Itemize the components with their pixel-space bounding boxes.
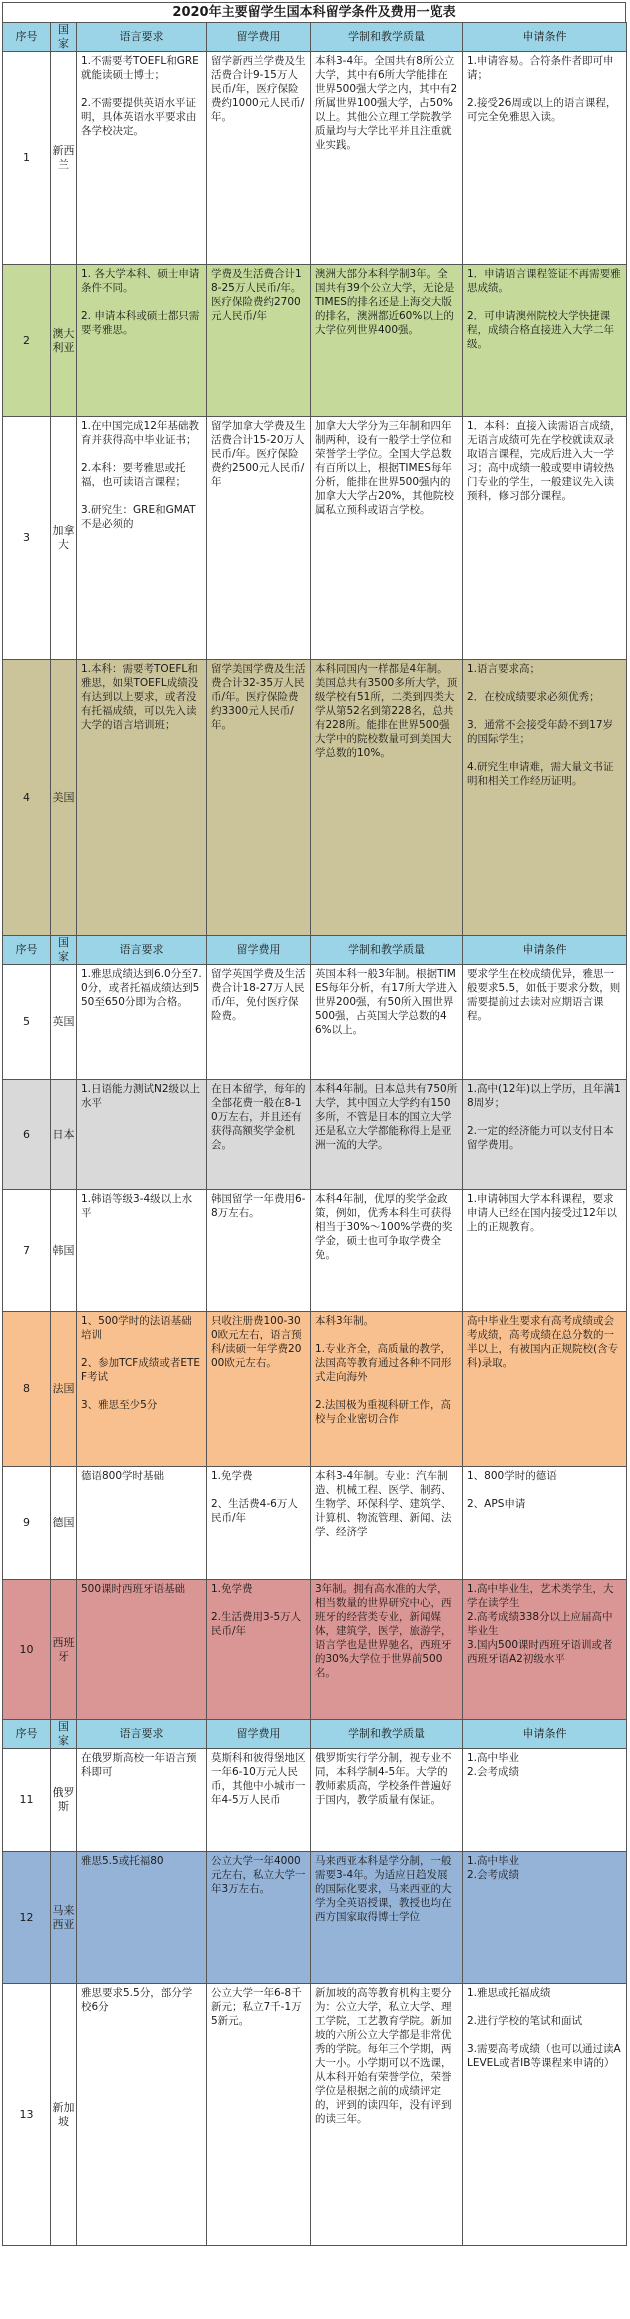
apply-condition-text: 1.语言要求高； 2．在校成绩要求必须优秀； 3．通常不会接受年龄不到17岁的国际学生； 4.研究生申请难，需大量文书证明和相关工作经历证明。 [467, 663, 614, 787]
fee-cell [207, 265, 311, 417]
header-row [3, 936, 627, 965]
language-requirement-text: 雅思要求5.5分，部分学校6分 [81, 1987, 193, 2013]
language-requirement-cell [77, 1984, 207, 2246]
fee-text: 留学英国学费及生活费合计18-27万人民币/年，免付医疗保险费。 [211, 968, 306, 1022]
table-row [3, 1749, 627, 1852]
quality-cell [311, 1580, 463, 1720]
country-name: 加拿大 [51, 417, 77, 660]
row-index: 10 [3, 1580, 51, 1720]
table-row [3, 1312, 627, 1467]
fee-text: 学费及生活费合计18-25万人民币/年。医疗保险费约2700元人民币/年 [211, 268, 302, 322]
header-fee: 留学费用 [207, 1720, 311, 1749]
table-row [3, 1080, 627, 1190]
row-index: 11 [3, 1749, 51, 1852]
language-requirement-cell [77, 265, 207, 417]
quality-cell [311, 660, 463, 936]
language-requirement-cell [77, 1190, 207, 1312]
apply-condition-cell [463, 265, 627, 417]
fee-text: 留学加拿大学费及生活费合计15-20万人民币/年。医疗保险费约2500元人民币/年 [211, 420, 306, 488]
apply-condition-cell [463, 1190, 627, 1312]
row-index: 9 [3, 1467, 51, 1580]
language-requirement-text: 1.日语能力测试N2级以上水平 [81, 1083, 201, 1109]
apply-condition-cell [463, 1467, 627, 1580]
apply-condition-text: 1.高中毕业 2.会考成绩 [467, 1855, 520, 1881]
header-index: 序号 [3, 936, 51, 965]
country-name: 美国 [51, 660, 77, 936]
quality-text: 新加坡的高等教育机构主要分为：公立大学，私立大学、理工学院，工艺教育学院。新加坡的六所公立大学都是非常优秀的学院。每年三个学期，两大一小。小学期可以不选课，从本科开始有荣誉学位，荣誉学位是根据之前的成绩评定的，评到的读四年，没有评到的读三年。 [315, 1987, 452, 2125]
country-name: 澳大利亚 [51, 265, 77, 417]
apply-condition-cell [463, 965, 627, 1080]
apply-condition-text: 1.高中(12年)以上学历，且年满18周岁； 2.一定的经济能力可以支付日本留学费用。 [467, 1083, 621, 1151]
apply-condition-text: 1.高中毕业 2.会考成绩 [467, 1752, 520, 1778]
table-row [3, 1467, 627, 1580]
quality-cell [311, 265, 463, 417]
fee-cell [207, 52, 311, 265]
apply-condition-cell [463, 1080, 627, 1190]
header-country: 国家 [51, 1720, 77, 1749]
language-requirement-text: 1.韩语等级3-4级以上水平 [81, 1193, 193, 1219]
apply-condition-text: 1.申请韩国大学本科课程，要求申请人已经在国内接受过12年以上的正规教育。 [467, 1193, 617, 1233]
header-country: 国家 [51, 936, 77, 965]
fee-cell [207, 660, 311, 936]
fee-cell [207, 1080, 311, 1190]
header-apply: 申请条件 [463, 936, 627, 965]
apply-condition-cell [463, 1749, 627, 1852]
language-requirement-text: 1.不需要考TOEFL和GRE就能读硕士博士； 2.不需要提供英语水平证明，具体英语水平要求由各学校决定。 [81, 55, 199, 137]
fee-cell [207, 1467, 311, 1580]
table-row [3, 1190, 627, 1312]
table-row [3, 52, 627, 265]
fee-cell [207, 1852, 311, 1984]
header-quality: 学制和教学质量 [311, 1720, 463, 1749]
language-requirement-cell [77, 1312, 207, 1467]
country-name: 日本 [51, 1080, 77, 1190]
quality-cell [311, 1312, 463, 1467]
header-apply: 申请条件 [463, 23, 627, 52]
apply-condition-cell [463, 417, 627, 660]
apply-condition-text: 1.雅思或托福成绩 2.进行学校的笔试和面试 3.需要高考成绩（也可以通过读A LEVEL或者IB等课程来申请的） [467, 1987, 621, 2069]
language-requirement-text: 1.本科：需要考TOEFL和雅思，如果TOEFL成绩没有达到以上要求，或者没有托福成绩，可以先入读大学的语言培训班； [81, 663, 199, 731]
header-language: 语言要求 [77, 936, 207, 965]
apply-condition-text: 1.高中毕业生，艺术类学生，大学在读学生 2.高考成绩338分以上应届高中毕业生 3.国内500课时西班牙语训或者西班牙语A2初级水平 [467, 1583, 614, 1665]
row-index: 7 [3, 1190, 51, 1312]
quality-cell [311, 1749, 463, 1852]
fee-cell [207, 1312, 311, 1467]
table-row [3, 965, 627, 1080]
quality-text: 英国本科一般3年制。根据TIMES每年分析，有17所大学进入世界200强，有50所入围世界500强，占英国大学总数的46%以上。 [315, 968, 458, 1036]
fee-cell [207, 1580, 311, 1720]
row-index: 6 [3, 1080, 51, 1190]
quality-cell [311, 1080, 463, 1190]
apply-condition-cell [463, 660, 627, 936]
row-index: 3 [3, 417, 51, 660]
quality-text: 本科3-4年制。专业：汽车制造、机械工程、医学、制药、生物学、环保科学、建筑学、计算机、物流管理、新闻、法学、经济学 [315, 1470, 452, 1538]
language-requirement-text: 1.在中国完成12年基础教育并获得高中毕业证书； 2.本科：要考雅思或托福，也可读语言课程； 3.研究生：GRE和GMAT不是必须的 [81, 420, 199, 530]
table-row [3, 1984, 627, 2246]
language-requirement-cell [77, 1080, 207, 1190]
language-requirement-text: 500课时西班牙语基础 [81, 1583, 186, 1595]
quality-text: 加拿大大学分为三年制和四年制两种，设有一般学士学位和荣誉学士学位。全国大学总数有百所以上，根据TIMES每年分析，能排在世界500强内的加拿大大学占20%，其他院校属私立预科或语言学校。 [315, 420, 454, 516]
quality-cell [311, 1852, 463, 1984]
apply-condition-text: 1.申请容易。合符条件者即可申请； 2.接受26周或以上的语言课程，可完全免雅思入读。 [467, 55, 617, 123]
quality-cell [311, 52, 463, 265]
country-name: 西班牙 [51, 1580, 77, 1720]
header-fee: 留学费用 [207, 936, 311, 965]
header-country: 国家 [51, 23, 77, 52]
quality-text: 3年制。拥有高水准的大学，相当数量的世界研究中心，西班牙的经营类专业，新闻媒体，建筑学，医学，旅游学，语言学也是世界驰名，西班牙的30%大学位于世界前500名。 [315, 1583, 452, 1679]
language-requirement-text: 1.雅思成绩达到6.0分至7.0分，或者托福成绩达到550至650分即为合格。 [81, 968, 202, 1008]
quality-text: 本科4年制。日本总共有750所大学，其中国立大学约有150多所，不管是日本的国立大学还是私立大学都能称得上是亚洲一流的大学。 [315, 1083, 458, 1151]
quality-cell [311, 1467, 463, 1580]
row-index: 12 [3, 1852, 51, 1984]
fee-text: 1.免学费 2.生活费用3-5万人民币/年 [211, 1583, 302, 1637]
apply-condition-cell [463, 52, 627, 265]
fee-text: 莫斯科和彼得堡地区一年6-10万元人民币，其他中小城市一年4-5万人民币 [211, 1752, 306, 1806]
quality-cell [311, 417, 463, 660]
quality-text: 本科同国内一样都是4年制。美国总共有3500多所大学，顶级学校有51所，二类到四类大学从第52名到第228名，总共有228所。能排在世界500强大学中的院校数量可到美国大学总数的10%。 [315, 663, 458, 759]
fee-cell [207, 1190, 311, 1312]
fee-text: 韩国留学一年费用6-8万左右。 [211, 1193, 306, 1219]
language-requirement-cell [77, 1749, 207, 1852]
admission-table-sheet [2, 2, 626, 2246]
language-requirement-cell [77, 1852, 207, 1984]
header-index: 序号 [3, 1720, 51, 1749]
country-name: 英国 [51, 965, 77, 1080]
table-row [3, 1852, 627, 1984]
fee-text: 留学新西兰学费及生活费合计9-15万人民币/年，医疗保险费约1000元人民币/年。 [211, 55, 306, 123]
apply-condition-text: 高中毕业生要求有高考成绩或会考成绩，高考成绩在总分数的一半以上，有被国内正规院校(含专科)录取。 [467, 1315, 619, 1369]
country-name: 新西兰 [51, 52, 77, 265]
table-row [3, 660, 627, 936]
country-name: 韩国 [51, 1190, 77, 1312]
quality-cell [311, 1984, 463, 2246]
table-row [3, 417, 627, 660]
language-requirement-cell [77, 1580, 207, 1720]
fee-cell [207, 417, 311, 660]
country-name: 德国 [51, 1467, 77, 1580]
language-requirement-text: 1、500学时的法语基础培训 2、参加TCF成绩或者ETEF考试 3、雅思至少5分 [81, 1315, 201, 1411]
country-name: 俄罗斯 [51, 1749, 77, 1852]
header-language: 语言要求 [77, 1720, 207, 1749]
country-name: 马来西亚 [51, 1852, 77, 1984]
header-index: 序号 [3, 23, 51, 52]
fee-text: 在日本留学，每年的全部花费一般在8-10万左右，并且还有获得高额奖学金机会。 [211, 1083, 306, 1151]
table-row [3, 1580, 627, 1720]
fee-text: 留学美国学费及生活费合计32-35万人民币/年。医疗保险费约3300元人民币/年。 [211, 663, 306, 731]
row-index: 8 [3, 1312, 51, 1467]
language-requirement-text: 德语800学时基础 [81, 1470, 165, 1482]
apply-condition-cell [463, 1984, 627, 2246]
row-index: 4 [3, 660, 51, 936]
language-requirement-text: 1. 各大学本科、硕士申请条件不同。 2. 申请本科或硕士都只需要考雅思。 [81, 268, 200, 336]
header-quality: 学制和教学质量 [311, 936, 463, 965]
language-requirement-text: 雅思5.5或托福80 [81, 1855, 164, 1867]
fee-cell [207, 1749, 311, 1852]
table-row [3, 265, 627, 417]
header-apply: 申请条件 [463, 1720, 627, 1749]
quality-text: 本科3年制。 1.专业齐全，高质量的教学，法国高等教育通过各种不同形式走向海外 2.法国极为重视科研工作，高校与企业密切合作 [315, 1315, 452, 1425]
apply-condition-cell [463, 1580, 627, 1720]
language-requirement-cell [77, 660, 207, 936]
header-quality: 学制和教学质量 [311, 23, 463, 52]
quality-text: 本科4年制，优厚的奖学金政策，例如，优秀本科生可获得相当于30%～100%学费的奖学金，硕士也可争取学费全免。 [315, 1193, 453, 1261]
quality-text: 澳洲大部分本科学制3年。全国共有39个公立大学，无论是TIMES的排名还是上海交大版的排名，澳洲都近60%以上的大学位列世界400强。 [315, 268, 455, 336]
apply-condition-cell [463, 1852, 627, 1984]
country-name: 法国 [51, 1312, 77, 1467]
apply-condition-text: 1．本科：直接入读需语言成绩，无语言成绩可先在学校就读双录取语言课程，完成后进入大一学习；高中成绩一般或要申请较热门专业的学生，一般建议先入读预科，修习部分课程。 [467, 420, 621, 502]
language-requirement-cell [77, 52, 207, 265]
header-fee: 留学费用 [207, 23, 311, 52]
apply-condition-text: 1、800学时的德语 2、APS申请 [467, 1470, 557, 1510]
quality-text: 俄罗斯实行学分制，视专业不同，本科学制4-5年。大学的教师素质高，学校条件普遍好于国内，教学质量有保证。 [315, 1752, 452, 1806]
table-body [3, 23, 627, 2246]
fee-text: 公立大学一年4000元左右，私立大学一年3万左右。 [211, 1855, 306, 1895]
header-language: 语言要求 [77, 23, 207, 52]
quality-text: 本科3-4年。全国共有8所公立大学，其中有6所大学能排在世界500强大学之内，其中有2所属世界100强大学，占50%以上。其他公立理工学院教学质量均与大学比平并且注重就业实践。 [315, 55, 458, 151]
quality-text: 马来西亚本科是学分制，一般需要3-4年。为适应日趋发展的国际化要求，马来西亚的大学为全英语授课，教授也均在西方国家取得博士学位 [315, 1855, 452, 1923]
fee-text: 1.免学费 2、生活费4-6万人民币/年 [211, 1470, 298, 1524]
row-index: 5 [3, 965, 51, 1080]
apply-condition-cell [463, 1312, 627, 1467]
quality-cell [311, 965, 463, 1080]
apply-condition-text: 1．申请语言课程签证不再需要雅思成绩。 2．可申请澳州院校大学快捷课程，成绩合格直接进入大学二年级。 [467, 268, 621, 350]
row-index: 1 [3, 52, 51, 265]
row-index: 2 [3, 265, 51, 417]
row-index: 13 [3, 1984, 51, 2246]
language-requirement-cell [77, 1467, 207, 1580]
country-name: 新加坡 [51, 1984, 77, 2246]
fee-cell [207, 965, 311, 1080]
fee-cell [207, 1984, 311, 2246]
language-requirement-cell [77, 417, 207, 660]
table-title: 2020年主要留学生国本科留学条件及费用一览表 [2, 2, 626, 22]
language-requirement-cell [77, 965, 207, 1080]
comparison-table [2, 22, 627, 2246]
header-row [3, 23, 627, 52]
fee-text: 只收注册费100-300欧元左右，语言预科/读硕一年学费2000欧元左右。 [211, 1315, 302, 1369]
quality-cell [311, 1190, 463, 1312]
language-requirement-text: 在俄罗斯高校一年语言预科即可 [81, 1752, 197, 1778]
header-row [3, 1720, 627, 1749]
apply-condition-text: 要求学生在校成绩优异，雅思一般要求5.5，如低于要求分数，则需要提前过去读对应期语言课程。 [467, 968, 621, 1022]
fee-text: 公立大学一年6-8千新元；私立7千-1万5新元。 [211, 1987, 302, 2027]
